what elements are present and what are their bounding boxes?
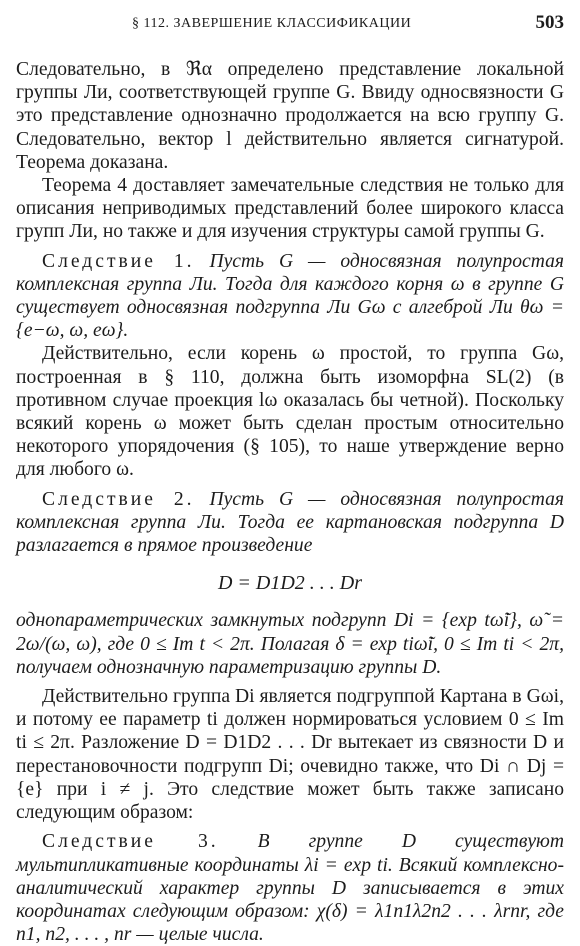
corollary-3 [16,830,564,946]
corollary-1-label: Следствие 1. [42,250,195,272]
proof-2: Действительно группа Di является подгруппой Картана в Gωi, и потому ее параметр ti должен нормироваться условием 0 ≤ Im ti ≤ 2π. Разложение D = D1D2 . . . Dr вытекает из связности D и перестановочности подгрупп Di; очевидно также, что Di ∩ Dj = {e} при i ≠ j. Это следствие может быть также записано следующим образом: [16,686,564,824]
corollary-2 [16,488,564,558]
paragraph-theorem-4: Теорема 4 доставляет замечательные следствия не только для описания неприводимых представлений более широкого класса групп Ли, но также и для изучения структуры самой группы G. [16,175,564,243]
corollary-3-label: Следствие 3. [42,831,219,853]
corollary-2-continuation: однопараметрических замкнутых подгрупп Di = {exp tω̃i}, ω̃ = 2ω/(ω, ω), где 0 ≤ Im t < 2π. Полагая δ = exp tiω̃i, 0 ≤ Im ti < 2π, получаем однозначную параметризацию группы D. [16,610,564,678]
proof-1: Действительно, если корень ω простой, то группа Gω, построенная в § 110, должна быть изоморфна SL(2) (в противном случае проекция lω оказалась бы четной). Поскольку всякий корень ω может быть сделан простым относительно некоторого упорядочения (§ 105), то наше утверждение верно для любого ω. [16,343,564,481]
corollary-1 [16,250,564,343]
paragraph-conclusion: Следовательно, в ℜα определено представление локальной группы Ли, соответствующей группе G. Ввиду односвязности G это представление однозначно продолжается на всю группу G. Следовательно, вектор l действительно является сигнатурой. Теорема доказана. [16,59,564,173]
corollary-1-statement: Пусть G — односвязная полупростая комплексная группа Ли. Тогда для каждого корня ω в группе G существует односвязная подгруппа Ли Gω с алгеброй Ли θω = {e−ω, ω, eω}. [16,250,564,342]
corollary-2-label: Следствие 2. [42,488,195,510]
decomposition-formula: D = D1D2 . . . Dr [217,572,363,595]
page-header [0,10,580,40]
running-head: § 112. ЗАВЕРШЕНИЕ КЛАССИФИКАЦИИ [132,16,412,31]
main-text [16,58,564,946]
page-number: 503 [535,12,564,33]
corollary-2-statement: Пусть G — односвязная полупростая комплексная группа Ли. Тогда ее картановская подгруппа D разлагается в прямое произведение [16,488,564,557]
corollary-3-statement: В группе D существуют мультипликативные координаты λi = exp ti. Всякий комплексно-аналитический характер группы D записывается в этих координатах следующим образом: χ(δ) = λ1n1λ2n2 . . . λrnr, где n1, n2, . . . , nr — целые числа. [16,831,564,946]
